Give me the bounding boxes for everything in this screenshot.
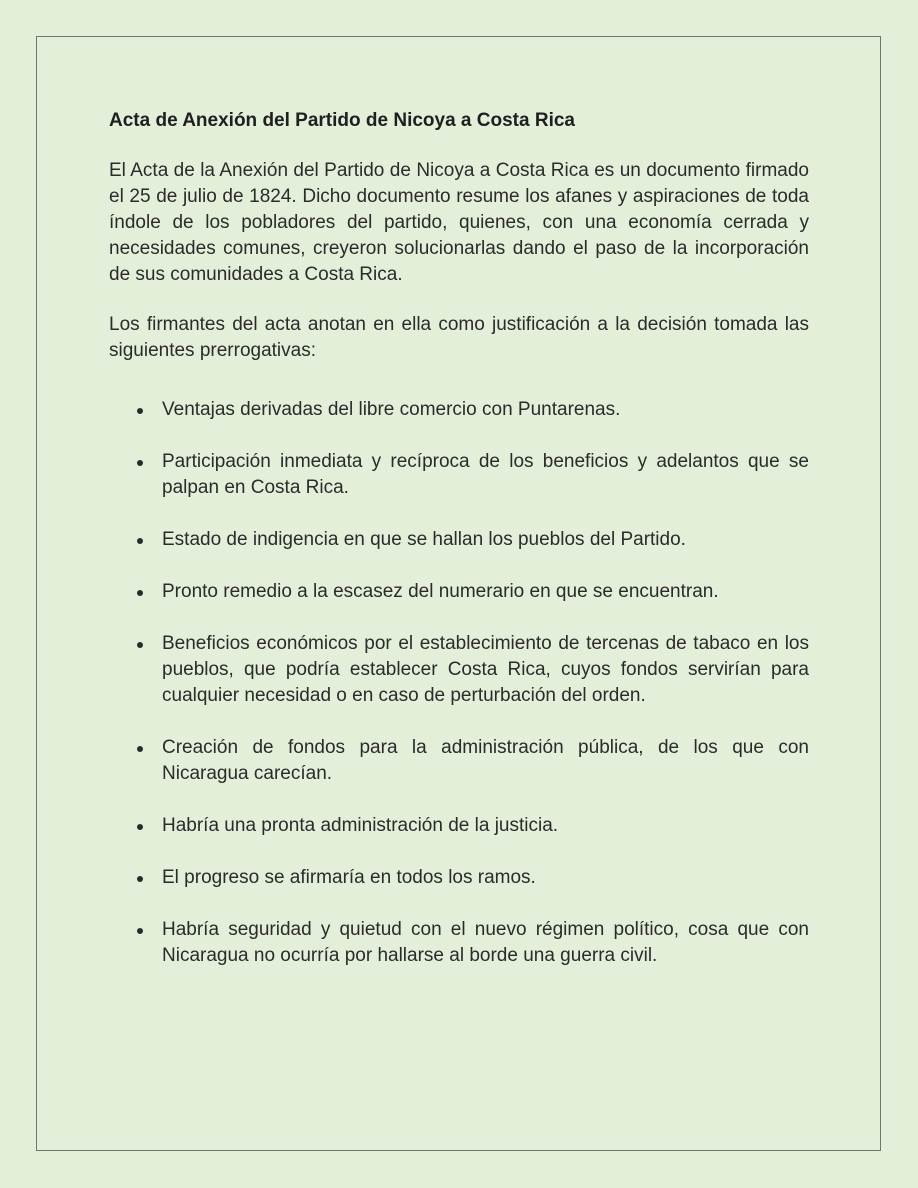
list-item: [109, 813, 809, 839]
list-item-text: Creación de fondos para la administración pública, de los que con Nicaragua carecían.: [162, 737, 809, 784]
document-title: Acta de Anexión del Partido de Nicoya a Costa Rica: [109, 110, 575, 131]
list-item-text: Participación inmediata y recíproca de los beneficios y adelantos que se palpan en Costa Rica.: [162, 451, 809, 498]
bullet-icon: [137, 746, 143, 752]
list-item-text: El progreso se afirmaría en todos los ramos.: [162, 867, 536, 888]
bullet-icon: [137, 876, 143, 882]
list-item-text: Ventajas derivadas del libre comercio con Puntarenas.: [162, 399, 621, 420]
list-item: [109, 917, 809, 969]
list-item-text: Beneficios económicos por el establecimiento de tercenas de tabaco en los pueblos, que podría establecer Costa Rica, cuyos fondos servirían para cualquier necesidad o en caso de perturbación del orden.: [162, 633, 809, 706]
bullet-icon: [137, 928, 143, 934]
signatories-paragraph: Los firmantes del acta anotan en ella como justificación a la decisión tomada las siguientes prerrogativas:: [109, 314, 809, 361]
list-item: [109, 579, 809, 605]
list-item: [109, 865, 809, 891]
list-item-text: Habría una pronta administración de la justicia.: [162, 815, 559, 836]
intro-paragraph: El Acta de la Anexión del Partido de Nicoya a Costa Rica es un documento firmado el 25 de julio de 1824. Dicho documento resume los afanes y aspiraciones de toda índole de los pobladores del partido, quienes, con una economía cerrada y necesidades comunes, creyeron solucionarlas dando el paso de la incorporación de sus comunidades a Costa Rica.: [109, 160, 809, 285]
list-item-text: Habría seguridad y quietud con el nuevo régimen político, cosa que con Nicaragua no ocurría por hallarse al borde una guerra civil.: [162, 919, 809, 966]
document-body: [109, 108, 809, 995]
list-item: [109, 735, 809, 787]
list-item: [109, 631, 809, 709]
list-item: [109, 397, 809, 423]
list-item-text: Pronto remedio a la escasez del numerario en que se encuentran.: [162, 581, 719, 602]
list-item: [109, 527, 809, 553]
bullet-icon: [137, 538, 143, 544]
bullet-icon: [137, 642, 143, 648]
bullet-icon: [137, 590, 143, 596]
prerogatives-list: [109, 397, 809, 969]
bullet-icon: [137, 460, 143, 466]
bullet-icon: [137, 408, 143, 414]
list-item: [109, 449, 809, 501]
bullet-icon: [137, 824, 143, 830]
list-item-text: Estado de indigencia en que se hallan los pueblos del Partido.: [162, 529, 686, 550]
